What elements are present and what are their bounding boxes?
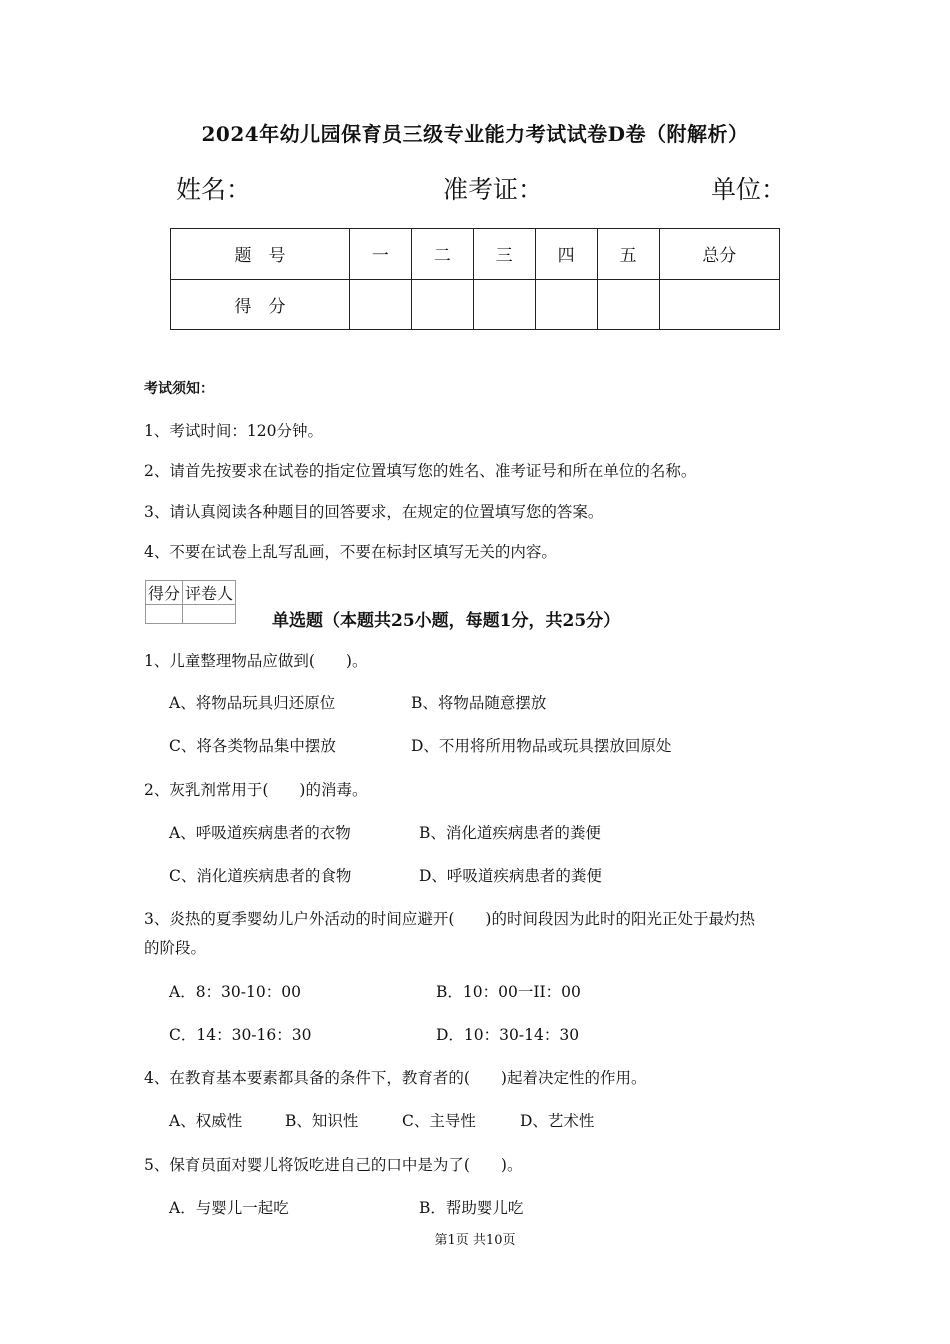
option-a: A、呼吸道疾病患者的衣物 bbox=[169, 824, 351, 842]
score-table-cell: 五 bbox=[597, 229, 659, 280]
score-table-cell: 题 号 bbox=[171, 229, 350, 280]
option-a: A、将物品玩具归还原位 bbox=[169, 694, 336, 712]
option-d: D、呼吸道疾病患者的粪便 bbox=[419, 867, 602, 885]
option-c: C、消化道疾病患者的食物 bbox=[169, 867, 352, 885]
score-entry-cell bbox=[597, 279, 659, 330]
grader-reviewer-cell bbox=[183, 605, 236, 624]
exam-id-field-label: 准考证： bbox=[443, 175, 544, 204]
option-b: B、知识性 bbox=[285, 1112, 359, 1130]
page-footer: 第1页 共10页 bbox=[434, 1233, 516, 1248]
grader-box bbox=[145, 580, 236, 624]
score-table-cell: 四 bbox=[535, 229, 597, 280]
score-table-cell: 三 bbox=[473, 229, 535, 280]
grader-reviewer-label: 评卷人 bbox=[183, 581, 236, 605]
note-item: 4、不要在试卷上乱写乱画，不要在标封区填写无关的内容。 bbox=[144, 543, 557, 561]
score-table-score-row bbox=[171, 279, 780, 330]
question-stem: 2、灰乳剂常用于( )的消毒。 bbox=[144, 781, 368, 799]
score-table-cell: 二 bbox=[411, 229, 473, 280]
note-item: 1、考试时间：120分钟。 bbox=[144, 422, 323, 440]
option-b: B．帮助婴儿吃 bbox=[419, 1199, 524, 1217]
score-entry-cell bbox=[473, 279, 535, 330]
option-a: A．与婴儿一起吃 bbox=[169, 1199, 289, 1217]
option-d: D、不用将所用物品或玩具摆放回原处 bbox=[411, 737, 672, 755]
score-entry-cell bbox=[659, 279, 779, 330]
grader-score-cell bbox=[146, 605, 183, 624]
question-stem: 1、儿童整理物品应做到( )。 bbox=[144, 652, 368, 670]
score-entry-cell bbox=[411, 279, 473, 330]
score-table-cell: 得 分 bbox=[171, 279, 350, 330]
score-table-cell: 一 bbox=[349, 229, 411, 280]
notes-heading: 考试须知： bbox=[144, 381, 214, 397]
name-field-label: 姓名： bbox=[176, 175, 252, 204]
grader-score-label: 得分 bbox=[146, 581, 183, 605]
option-a: A．8：30-10：00 bbox=[169, 983, 301, 1001]
score-entry-cell bbox=[535, 279, 597, 330]
score-table bbox=[170, 228, 780, 330]
option-d: D、艺术性 bbox=[520, 1112, 595, 1130]
page-title: 2024年幼儿园保育员三级专业能力考试试卷D卷（附解析） bbox=[201, 122, 749, 146]
option-c: C．14：30-16：30 bbox=[169, 1026, 312, 1044]
question-stem: 5、保育员面对婴儿将饭吃进自己的口中是为了( )。 bbox=[144, 1156, 523, 1174]
option-c: C、主导性 bbox=[402, 1112, 476, 1130]
option-c: C、将各类物品集中摆放 bbox=[169, 737, 336, 755]
unit-field-label: 单位： bbox=[711, 175, 787, 204]
option-b: B、将物品随意摆放 bbox=[411, 694, 547, 712]
option-b: B．10：00一II：00 bbox=[436, 983, 581, 1001]
score-table-header-row bbox=[171, 229, 780, 280]
option-d: D．10：30-14：30 bbox=[436, 1026, 580, 1044]
score-entry-cell bbox=[349, 279, 411, 330]
score-table-cell: 总分 bbox=[659, 229, 779, 280]
option-a: A、权威性 bbox=[169, 1112, 243, 1130]
question-stem-continued: 的阶段。 bbox=[144, 939, 207, 957]
note-item: 3、请认真阅读各种题目的回答要求，在规定的位置填写您的答案。 bbox=[144, 503, 604, 521]
option-b: B、消化道疾病患者的粪便 bbox=[419, 824, 601, 842]
note-item: 2、请首先按要求在试卷的指定位置填写您的姓名、准考证号和所在单位的名称。 bbox=[144, 462, 697, 480]
question-stem: 3、炎热的夏季婴幼儿户外活动的时间应避开( )的时间段因为此时的阳光正处于最灼热 bbox=[144, 910, 755, 928]
section-title: 单选题（本题共25小题，每题1分，共25分） bbox=[272, 611, 621, 631]
question-stem: 4、在教育基本要素都具备的条件下，教育者的( )起着决定性的作用。 bbox=[144, 1069, 647, 1087]
